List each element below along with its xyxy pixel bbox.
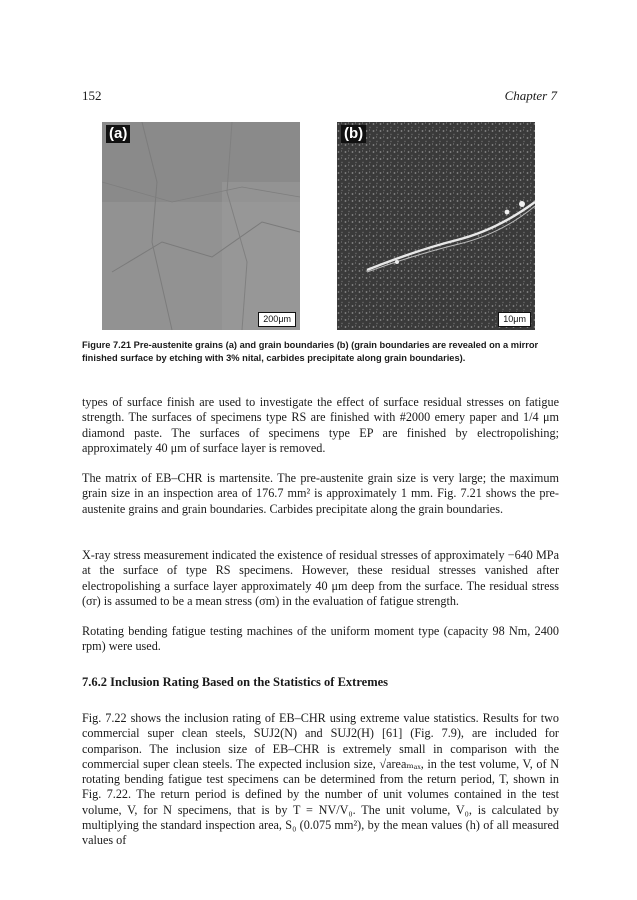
running-header xyxy=(82,88,557,106)
chapter-label: Chapter 7 xyxy=(504,88,557,103)
page-number: 152 xyxy=(82,88,102,103)
micrograph-panel-b xyxy=(337,122,535,330)
section-heading: 7.6.2 Inclusion Rating Based on the Statistics of Extremes xyxy=(82,675,389,689)
panel-b-label: (b) xyxy=(341,125,366,143)
figure-7-21 xyxy=(102,122,535,330)
figure-caption: Figure 7.21 Pre-austenite grains (a) and grain boundaries (b) (grain boundaries are revealed on a mirror finished surface by etching with 3% nital, carbides precipitate along grain boundaries). xyxy=(82,340,539,363)
grain-texture-b xyxy=(337,122,535,330)
grain-texture-a xyxy=(102,122,300,330)
panel-a-label: (a) xyxy=(106,125,130,143)
paragraph-inclusion-rating: Fig. 7.22 shows the inclusion rating of EB–CHR using extreme value statistics. Results for two commercial super clean steels, SUJ2(N) and SUJ2(H) [61] (Fig. 7.9), are included for comparison. The inclusion size of EB–CHR is extremely small in comparison with the commercial super clean steels. The expected inclusion size, √areaₘₐₓ, in the test volume, V, of N rotating bending fatigue test specimens can be determined from the return period, T, shown in Fig. 7.22. The return period is defined by the number of unit volumes contained in the test volume, V, for N specimens, that is by T = NV/V₀. The unit volume, V₀, is calculated by multiplying the standard inspection area, S₀ (0.075 mm²), by the mean values (h) of all measured values of xyxy=(82,711,559,848)
paragraph-matrix: The matrix of EB–CHR is martensite. The pre-austenite grain size is very large; the maximum grain size in an inspection area of 176.7 mm² is approximately 1 mm. Fig. 7.21 shows the pre-austenite grains and grain boundaries. Carbides precipitate along the grain boundaries. xyxy=(82,471,559,516)
paragraph-surface-finish: types of surface finish are used to investigate the effect of surface residual stresses on fatigue strength. The surfaces of specimens type RS are finished with #2000 emery paper and 1/4 μm diamond paste. The surfaces of specimens type EP are finished by electropolishing; approximately 40 μm of surface layer is removed. xyxy=(82,395,559,455)
paragraph-testing-machines: Rotating bending fatigue testing machines of the uniform moment type (capacity 98 Nm, 2400 rpm) were used. xyxy=(82,624,559,654)
scale-bar-b: 10μm xyxy=(498,312,531,327)
scale-bar-a: 200μm xyxy=(258,312,296,327)
micrograph-panel-a xyxy=(102,122,300,330)
paragraph-residual-stress: X-ray stress measurement indicated the existence of residual stresses of approximately −640 MPa at the surface of type RS specimens. However, these residual stresses vanished after electropolishing a surface layer approximately 40 μm deep from the surface. The residual stress (σr) is assumed to be a mean stress (σm) in the evaluation of fatigue strength. xyxy=(82,548,559,608)
